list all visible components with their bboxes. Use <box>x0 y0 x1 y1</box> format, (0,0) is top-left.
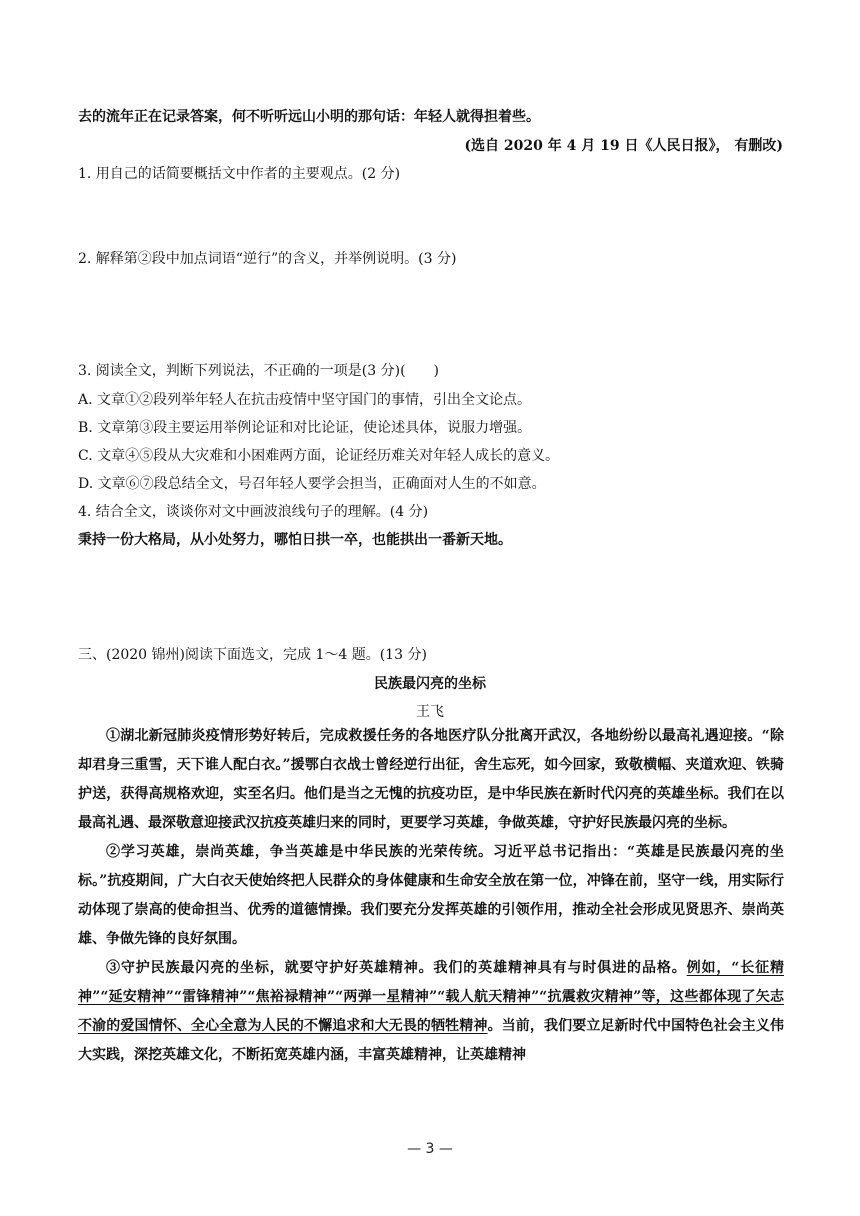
question-2: 2. 解释第②段中加点词语“逆行”的含义，并举例说明。(3 分) <box>78 251 457 267</box>
question-3: 3. 阅读全文，判断下列说法，不正确的一项是(3 分)( ) <box>78 363 440 379</box>
continuation-line: 去的流年正在记录答案，何不听听远山小明的那句话：年轻人就得担着些。 <box>78 109 540 125</box>
option-d: D. 文章⑥⑦段总结全文，号召年轻人要学会担当，正确面对人生的不如意。 <box>78 476 546 492</box>
page-number: — 3 — <box>407 1141 453 1157</box>
section-3-heading: 三、(2020 锦州)阅读下面选文，完成 1～4 题。(13 分) <box>78 647 427 663</box>
article-body <box>78 722 784 1070</box>
question-1: 1. 用自己的话简要概括文中作者的主要观点。(2 分) <box>78 166 401 182</box>
option-b: B. 文章第③段主要运用举例论证和对比论证，使论述具体，说服力增强。 <box>78 420 532 436</box>
question-4-quote: 秉持一份大格局，从小处努力，哪怕日拱一卒，也能拱出一番新天地。 <box>78 532 512 548</box>
option-c: C. 文章④⑤段从大灾难和小困难两方面，论证经历难关对年轻人成长的意义。 <box>78 448 560 464</box>
question-4: 4. 结合全文，谈谈你对文中画波浪线句子的理解。(4 分) <box>78 504 429 520</box>
wavy-underlined-sentence: 例如，“长征精神”“延安精神”“雷锋精神”“焦裕禄精神”“两弹一星精神”“载人航天精神”“抗震救灾精神”等，这些都体现了矢志不渝的爱国情怀、全心全意为人民的不懈追求和大无畏的牺牲精神 <box>78 960 785 1034</box>
paragraph-3 <box>78 954 784 1070</box>
article-author: 王飞 <box>416 704 444 720</box>
source-note: (选自 2020 年 4 月 19 日《人民日报》， 有删改) <box>464 138 783 154</box>
article-title: 民族最闪亮的坐标 <box>374 676 486 692</box>
option-a: A. 文章①②段列举年轻人在抗击疫情中坚守国门的事情，引出全文论点。 <box>78 392 532 408</box>
paragraph-2: ②学习英雄，崇尚英雄，争当英雄是中华民族的光荣传统。习近平总书记指出：“英雄是民族最闪亮的坐标。”抗疫期间，广大白衣天使始终把人民群众的身体健康和生命安全放在第一位，冲锋在前，坚守一线，用实际行动体现了崇高的使命担当、优秀的道德情操。我们要充分发挥英雄的引领作用，推动全社会形成见贤思齐、崇尚英雄、争做先锋的良好氛围。 <box>78 844 784 947</box>
paragraph-3-rest: 。当前，我们要立足新时代中国特色社会主义伟大实践，深挖英雄文化，不断拓宽英雄内涵，丰富英雄精神，让英雄精神 <box>78 1018 785 1063</box>
paragraph-3-lead: ③守护民族最闪亮的坐标，就要守护好英雄精神。我们的英雄精神具有与时俱进的品格。 <box>106 960 687 976</box>
paragraph-1: ①湖北新冠肺炎疫情形势好转后，完成救援任务的各地医疗队分批离开武汉，各地纷纷以最高礼遇迎接。“除却君身三重雪，天下谁人配白衣。”援鄂白衣战士曾经逆行出征，舍生忘死，如今回家，致敬横幅、夹道欢迎、铁骑护送，获得高规格欢迎，实至名归。他们是当之无愧的抗疫功臣，是中华民族在新时代闪亮的英雄坐标。我们在以最高礼遇、最深敬意迎接武汉抗疫英雄归来的同时，更要学习英雄，争做英雄，守护好民族最闪亮的坐标。 <box>78 728 784 831</box>
